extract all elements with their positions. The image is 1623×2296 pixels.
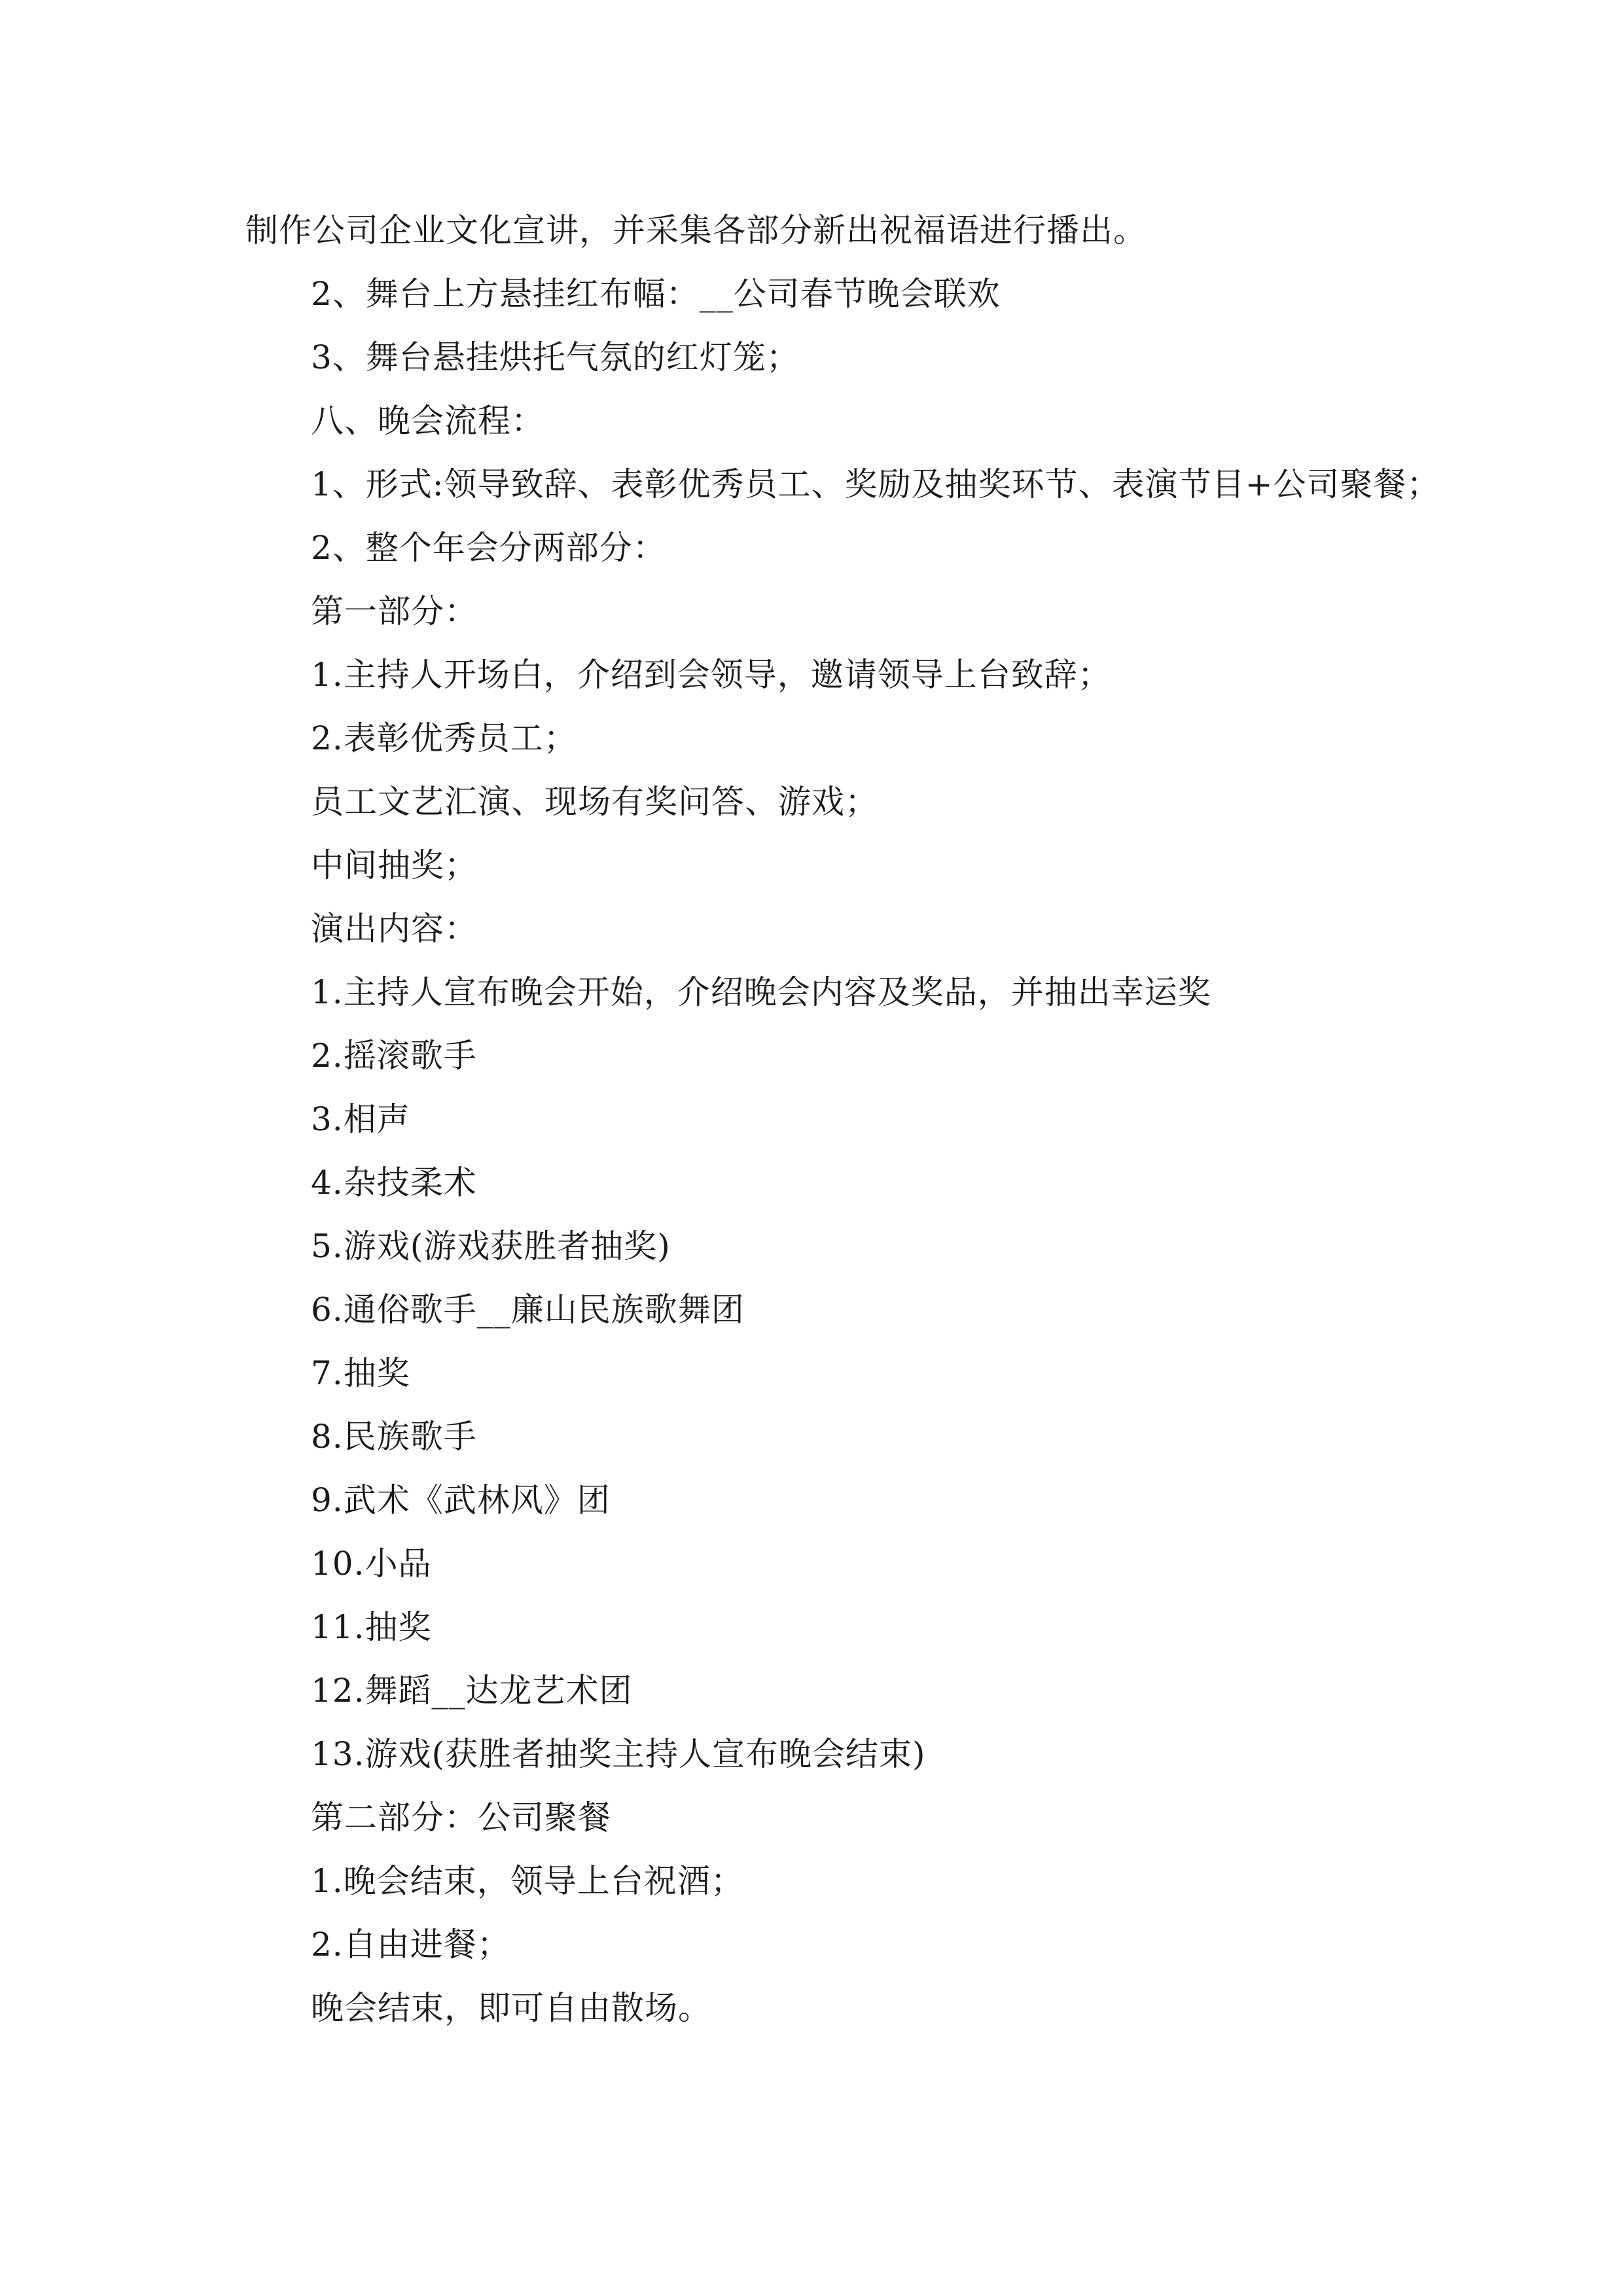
paragraph-line: 中间抽奖； [311,846,478,884]
subsection-heading: 第二部分：公司聚餐 [311,1799,611,1837]
list-item: 2.表彰优秀员工； [311,719,577,757]
paragraph-line: 3、舞台悬挂烘托气氛的红灯笼； [311,338,800,376]
list-item: 9.武术《武林风》团 [311,1481,611,1519]
list-item: 6.通俗歌手__廉山民族歌舞团 [311,1291,745,1329]
section-heading: 八、晚会流程： [311,402,544,440]
list-item: 1.主持人开场白，介绍到会领导，邀请领导上台致辞； [311,656,1111,694]
paragraph-line: 2、整个年会分两部分： [311,529,666,567]
list-item: 13.游戏(获胜者抽奖主持人宣布晚会结束) [311,1735,926,1773]
list-item: 1.主持人宣布晚会开始，介绍晚会内容及奖品，并抽出幸运奖 [311,973,1211,1011]
paragraph-line: 员工文艺汇演、现场有奖问答、游戏； [311,783,878,821]
paragraph-line: 晚会结束，即可自由散场。 [311,1989,711,2027]
list-item: 10.小品 [311,1545,432,1583]
list-item: 8.民族歌手 [311,1418,477,1456]
list-item: 5.游戏(游戏获胜者抽奖) [311,1227,671,1265]
subsection-heading: 第一部分： [311,592,478,630]
subsection-heading: 演出内容： [311,910,478,948]
paragraph-line: 2、舞台上方悬挂红布幅：__公司春节晚会联欢 [311,275,1001,313]
paragraph-line: 制作公司企业文化宣讲，并采集各部分新出祝福语进行播出。 [245,211,1147,249]
list-item: 2.摇滚歌手 [311,1037,477,1075]
list-item: 11.抽奖 [311,1608,432,1646]
list-item: 1.晚会结束，领导上台祝酒； [311,1862,744,1900]
list-item: 7.抽奖 [311,1354,410,1392]
paragraph-line: 1、形式:领导致辞、表彰优秀员工、奖励及抽奖环节、表演节目+公司聚餐； [311,465,1440,503]
list-item: 12.舞蹈__达龙艺术团 [311,1672,633,1710]
list-item: 3.相声 [311,1100,410,1138]
list-item: 2.自由进餐； [311,1926,510,1964]
list-item: 4.杂技柔术 [311,1164,477,1202]
